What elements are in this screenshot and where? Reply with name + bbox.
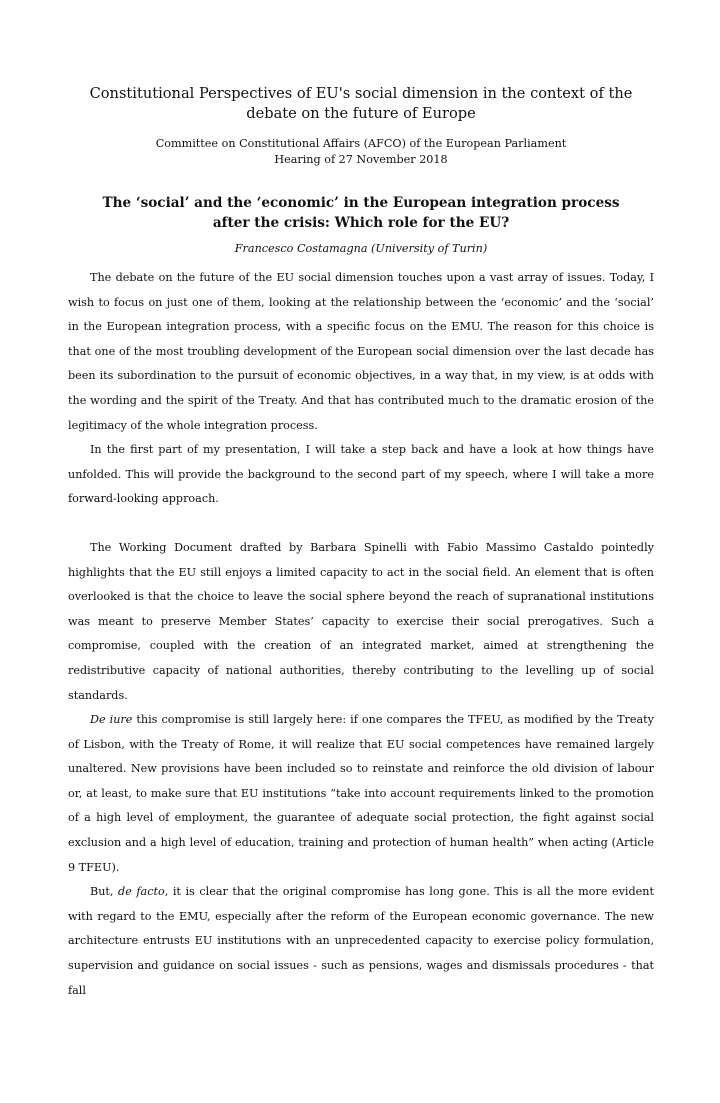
document-page: [0, 84, 720, 1103]
paragraph-1: The debate on the future of the EU social dimension touches upon a vast array of issues. Today, I wish to focus on just one of them, looking at the relationship between the ‘economic’ and the ‘social’ in the European integration process, with a specific focus on the EMU. The reason for this choice is that one of the most troubling development of the European social dimension over the last decade has been its subordination to the pursuit of economic objectives, in a way that, in my view, is at odds with the wording and the spirit of the Treaty. And that has contributed much to the dramatic erosion of the legitimacy of the whole integration process.: [68, 271, 654, 432]
author-line: Francesco Costamagna (University of Turin): [234, 242, 488, 255]
document-title: Constitutional Perspectives of EU's social dimension in the context of the debate on the future of Europe: [89, 85, 633, 122]
paragraph-5: [68, 880, 654, 1003]
paragraph-3: The Working Document drafted by Barbara Spinelli with Fabio Massimo Castaldo pointedly highlights that the EU still enjoys a limited capacity to act in the social field. An element that is often overlooked is that the choice to leave the social sphere beyond the reach of supranational institutions was meant to preserve Member States’ capacity to exercise their social prerogatives. Such a compromise, coupled with the creation of an integrated market, aimed at strengthening the redistributive capacity of national authorities, thereby contributing to the levelling up of social standards.: [68, 540, 654, 702]
paragraph-5-emphasis: de facto: [118, 885, 165, 899]
document-body: [68, 266, 654, 1003]
paragraph-4-emphasis: De iure: [90, 713, 133, 727]
document-subtitle: [68, 136, 654, 168]
paragraph-5-text: , it is clear that the original compromise has long gone. This is all the more evident with regard to the EMU, especially after the reform of the European economic governance. The new architecture entrusts EU institutions with an unprecedented capacity to exercise policy formulation, supervision and guidance on social issues - such as pensions, wages and dismissals procedures - that fall: [68, 885, 654, 997]
paragraph-4: [68, 708, 654, 880]
paragraph-2: In the first part of my presentation, I will take a step back and have a look at how things have unfolded. This will provide the background to the second part of my speech, where I will take a more forward-looking approach.: [68, 443, 654, 506]
hearing-date-line: Hearing of 27 November 2018: [274, 153, 448, 166]
committee-line: Committee on Constitutional Affairs (AFCO) of the European Parliament: [155, 137, 567, 150]
section-heading: The ‘social’ and the ‘economic’ in the European integration process after the crisis: Which role for the EU?: [102, 195, 620, 231]
paragraph-4-text: this compromise is still largely here: if one compares the TFEU, as modified by the Treaty of Lisbon, with the Treaty of Rome, it will realize that EU social competences have remained largely unaltered. New provisions have been included so to reinstate and reinforce the old division of labour or, at least, to make sure that EU institutions “take into account requirements linked to the promotion of a high level of employment, the guarantee of adequate social protection, the fight against social exclusion and a high level of education, training and protection of human health” when acting (Article 9 TFEU).: [68, 713, 654, 874]
paragraph-5-lead: But,: [90, 885, 119, 899]
